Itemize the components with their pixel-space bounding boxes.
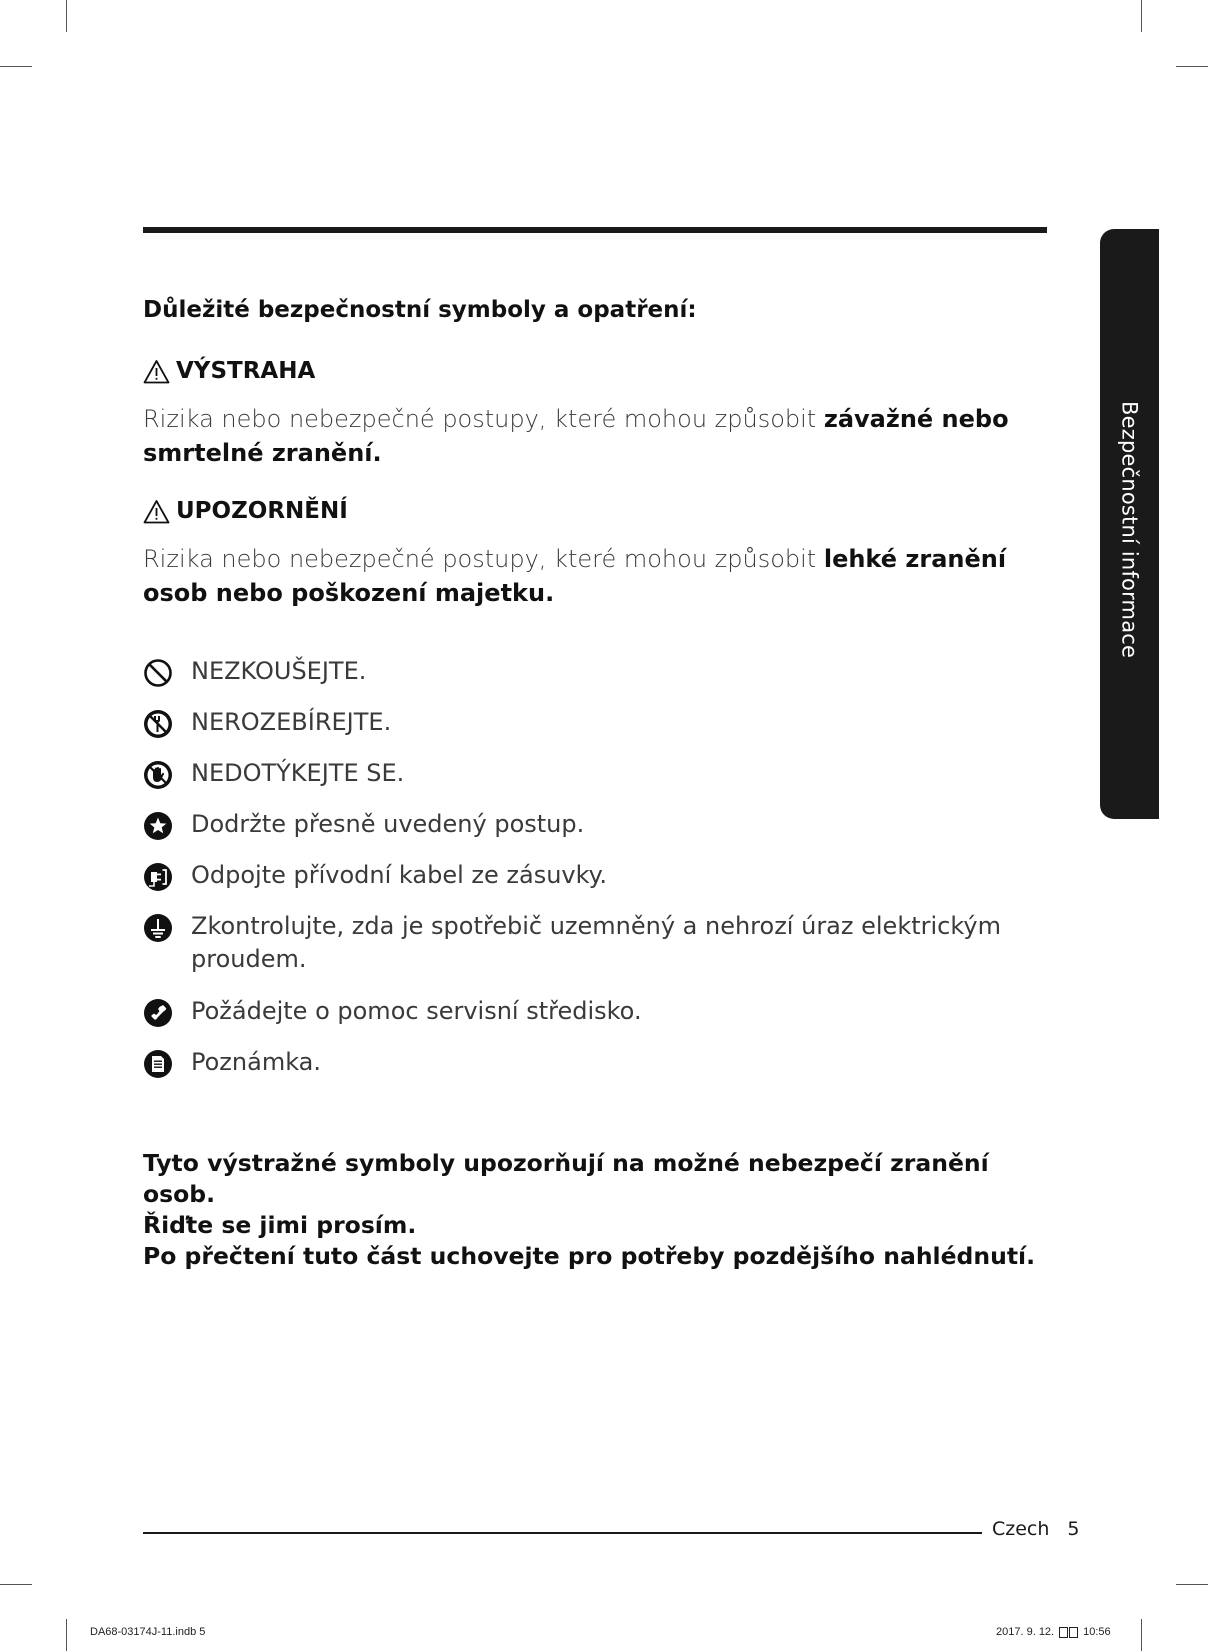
caution-title-text: UPOZORNĚNÍ [176, 498, 348, 524]
print-date: 2017. 9. 12. [996, 1626, 1055, 1638]
page-heading: Důležité bezpečnostní symboly a opatření: [143, 297, 697, 323]
symbol-row [143, 859, 1051, 892]
symbol-row [143, 995, 1051, 1028]
warning-text-plain: Rizika nebo nebezpečné postupy, které mohou způsobit [143, 405, 824, 433]
crop-mark [66, 0, 67, 32]
star-icon [143, 811, 173, 841]
caution-title [143, 498, 348, 524]
crop-mark [1141, 1619, 1142, 1651]
no-disassemble-icon [143, 709, 173, 739]
crop-mark [0, 1584, 32, 1585]
section-tab [1100, 229, 1159, 819]
note-icon [143, 1049, 173, 1079]
print-date-info [996, 1626, 1111, 1638]
symbol-label: Poznámka. [191, 1048, 322, 1076]
page-footer [992, 1518, 1080, 1540]
symbol-row [143, 757, 1051, 790]
symbol-row [143, 910, 1051, 976]
crop-mark [1141, 0, 1142, 32]
symbol-label: Požádejte o pomoc servisní středisko. [191, 997, 642, 1025]
crop-mark [1176, 1584, 1208, 1585]
top-rule [143, 227, 1047, 233]
prohibited-icon [143, 658, 173, 688]
footer-language: Czech [992, 1518, 1050, 1540]
crop-mark [66, 1619, 67, 1651]
closing-notice-line: Tyto výstražné symboly upozorňují na možné nebezpečí zranění osob. [143, 1149, 989, 1208]
symbol-row [143, 1046, 1051, 1079]
warning-title [143, 358, 315, 384]
crop-mark [0, 66, 32, 67]
symbol-row [143, 655, 1051, 688]
bottom-rule [143, 1532, 982, 1534]
caution-text [143, 542, 1063, 610]
symbol-label: Odpojte přívodní kabel ze zásuvky. [191, 861, 608, 889]
no-touch-icon [143, 760, 173, 790]
unplug-icon [143, 862, 173, 892]
symbol-label: Dodržte přesně uvedený postup. [191, 810, 585, 838]
closing-notice-line: Řiďte se jimi prosím. [143, 1211, 417, 1239]
print-time: 10:56 [1083, 1626, 1111, 1638]
symbol-row [143, 706, 1051, 739]
symbol-row [143, 808, 1051, 841]
closing-notice-line: Po přečtení tuto část uchovejte pro potřeby pozdějšího nahlédnutí. [143, 1242, 1036, 1270]
crop-mark [1176, 66, 1208, 67]
warning-text [143, 402, 1063, 470]
warning-triangle-icon [143, 499, 170, 524]
box-glyph-icon [1059, 1627, 1078, 1638]
ground-icon [143, 913, 173, 943]
warning-title-text: VÝSTRAHA [176, 358, 316, 384]
warning-text-bold: závažné nebo smrtelné zranění. [143, 405, 1009, 467]
closing-notice [143, 1148, 1063, 1272]
caution-text-plain: Rizika nebo nebezpečné postupy, které mohou způsobit [143, 545, 824, 573]
phone-icon [143, 998, 173, 1028]
symbol-label: NEZKOUŠEJTE. [191, 657, 367, 685]
page-number: 5 [1067, 1518, 1080, 1540]
warning-triangle-icon [143, 359, 170, 384]
symbol-label: NEDOTÝKEJTE SE. [191, 759, 405, 787]
symbol-label: Zkontrolujte, zda je spotřebič uzemněný a nehrozí úraz elektrickým proudem. [191, 912, 1001, 973]
print-file-info: DA68-03174J-11.indb 5 [90, 1626, 206, 1638]
caution-text-bold: lehké zranění osob nebo poškození majetku. [143, 545, 1007, 607]
symbol-label: NEROZEBÍREJTE. [191, 708, 392, 736]
section-tab-label: Bezpečnostní informace [1117, 401, 1142, 659]
